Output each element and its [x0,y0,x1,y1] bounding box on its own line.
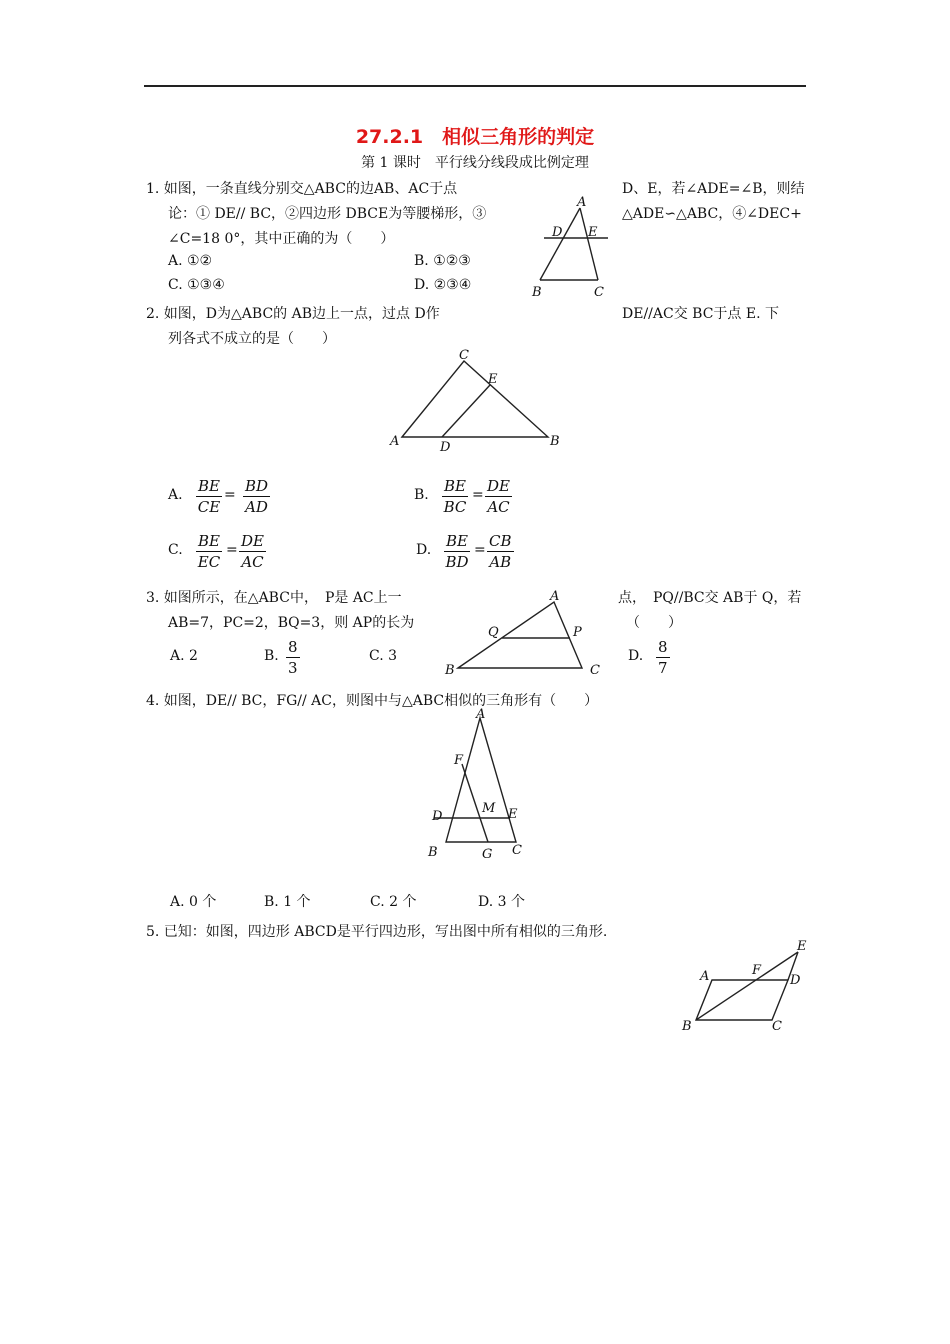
q2-triangle-acb [402,361,548,437]
q2-option-b-n2: DE [487,477,510,495]
q4-option-b: B. 1 个 [264,894,311,910]
q3-line2-right: （ ） [626,615,682,631]
q2-option-b-n1: BE [444,477,466,495]
q3-label-q: Q [488,625,499,640]
q2-option-d-d1: BD [445,553,469,571]
q2-option-c-label: C. [168,542,183,558]
q2-option-c-frac1 [196,532,222,573]
q4-option-c: C. 2 个 [370,894,417,910]
q2-option-c-d1: EC [197,553,221,571]
q2-option-c-eq: = [226,542,238,558]
q4-label-c: C [512,843,522,858]
q2-option-a-frac2 [243,477,270,518]
q2-option-b-eq: = [472,487,484,503]
q5-segment-be [696,952,798,1020]
q3-option-b-frac [286,638,300,679]
q1-side-ac [580,208,598,280]
q3-label-p: P [573,625,582,640]
page-subtitle: 第 1 课时 平行线分线段成比例定理 [361,155,589,171]
q1-label-b: B [532,285,542,300]
q3-figure [442,588,612,678]
q2-option-a-d2: AD [245,498,268,516]
q5-parallelogram-abcd [696,980,788,1020]
q1-line2-left: 论：① DE// BC，②四边形 DBCE为等腰梯形，③ [168,206,487,222]
q3-option-a: A. 2 [170,648,198,664]
q1-line1-right: D、E，若∠ADE=∠B，则结 [622,181,805,197]
q1-option-a: A. ①② [168,253,213,269]
q3-line1-left: 3. 如图所示，在△ABC中， P是 AC上一 [146,590,402,606]
q2-option-b-label: B. [414,487,429,503]
q2-option-d-frac2 [487,532,514,573]
q3-option-b-den: 3 [288,659,298,677]
q2-option-b-d2: AC [487,498,510,516]
q1-line1-left: 1. 如图，一条直线分别交△ABC的边AB、AC于点 [146,181,458,197]
q2-option-c-n1: BE [198,532,220,550]
q1-side-ab [540,208,580,280]
q1-option-c: C. ①③④ [168,277,225,293]
q3-option-d-label: D. [628,648,644,664]
q2-label-e: E [488,372,498,387]
q5-label-f: F [752,963,762,978]
q2-option-a-eq: = [224,487,236,503]
q2-option-d-frac1 [444,532,470,573]
q2-option-d-label: D. [416,542,432,558]
q5-label-d: D [790,973,801,988]
q4-label-f: F [454,753,464,768]
q2-label-d: D [440,440,451,455]
q4-line1: 4. 如图，DE// BC，FG// AC，则图中与△ABC相似的三角形有（ ） [146,693,599,709]
q1-label-a: A [577,195,587,210]
q4-triangle-abc [446,718,516,842]
q4-option-d: D. 3 个 [478,894,525,910]
q5-label-a: A [700,969,710,984]
q4-label-b: B [428,845,438,860]
q2-option-d-n2: CB [489,532,512,550]
q2-option-a-d1: CE [197,498,221,516]
q3-option-b-num: 8 [288,638,298,656]
q2-option-c-n2: DE [241,532,264,550]
q3-line1-right: 点， PQ//BC交 AB于 Q，若 [618,590,802,606]
q1-line2-right: △ADE∽△ABC，④∠DEC+ [622,206,802,222]
q2-label-b: B [550,434,560,449]
q2-option-d-d2: AB [489,553,512,571]
q3-label-c: C [590,663,600,678]
q2-line2: 列各式不成立的是（ ） [168,331,336,347]
q2-label-a: A [390,434,400,449]
q2-option-a-n2: BD [245,477,269,495]
q2-line1-left: 2. 如图，D为△ABC的 AB边上一点，过点 D作 [146,306,440,322]
q4-figure [420,708,536,860]
q2-line1-right: DE//AC交 BC于点 E. 下 [622,306,779,322]
q2-option-c-d2: AC [241,553,264,571]
q1-line3: ∠C=18 0°，其中正确的为（ ） [168,231,395,247]
q3-option-c: C. 3 [369,648,398,664]
q4-label-g: G [482,847,493,862]
q2-figure [388,345,564,455]
q2-option-a-label: A. [168,487,183,503]
q2-option-a-frac1 [196,477,222,518]
q3-option-b-label: B. [264,648,279,664]
q1-figure [530,196,610,300]
q1-label-c: C [594,285,604,300]
q3-label-b: B [445,663,455,678]
q1-option-b: B. ①②③ [414,253,471,269]
q3-line2-left: AB=7，PC=2，BQ=3，则 AP的长为 [168,615,415,631]
q2-label-c: C [459,348,469,363]
page-title: 27.2.1 相似三角形的判定 [355,126,595,148]
q4-option-a: A. 0 个 [170,894,217,910]
q5-figure [678,938,808,1034]
q1-label-d: D [552,225,563,240]
q3-option-d-num: 8 [658,638,668,656]
q2-option-b-d1: BC [443,498,467,516]
q5-line1: 5. 已知：如图，四边形 ABCD是平行四边形，写出图中所有相似的三角形. [146,924,608,940]
q3-triangle-abc [458,602,582,668]
q4-label-m: M [482,801,496,816]
q3-label-a: A [550,589,560,604]
q1-label-e: E [588,225,598,240]
q4-label-e: E [508,807,518,822]
q2-option-b-frac2 [485,477,512,518]
q4-label-d: D [432,809,443,824]
q3-option-d-den: 7 [658,659,668,677]
q2-option-b-frac1 [442,477,468,518]
q3-option-d-frac [656,638,670,679]
q2-option-d-n1: BE [446,532,468,550]
q2-option-d-eq: = [474,542,486,558]
q1-option-d: D. ②③④ [414,277,472,293]
q2-option-a-n1: BE [198,477,220,495]
q5-label-b: B [682,1019,692,1034]
q4-label-a: A [476,707,486,722]
q2-segment-de [442,385,490,437]
header-rule [144,85,806,87]
q2-option-c-frac2 [239,532,266,573]
q5-label-c: C [772,1019,782,1034]
q5-label-e: E [797,939,807,954]
